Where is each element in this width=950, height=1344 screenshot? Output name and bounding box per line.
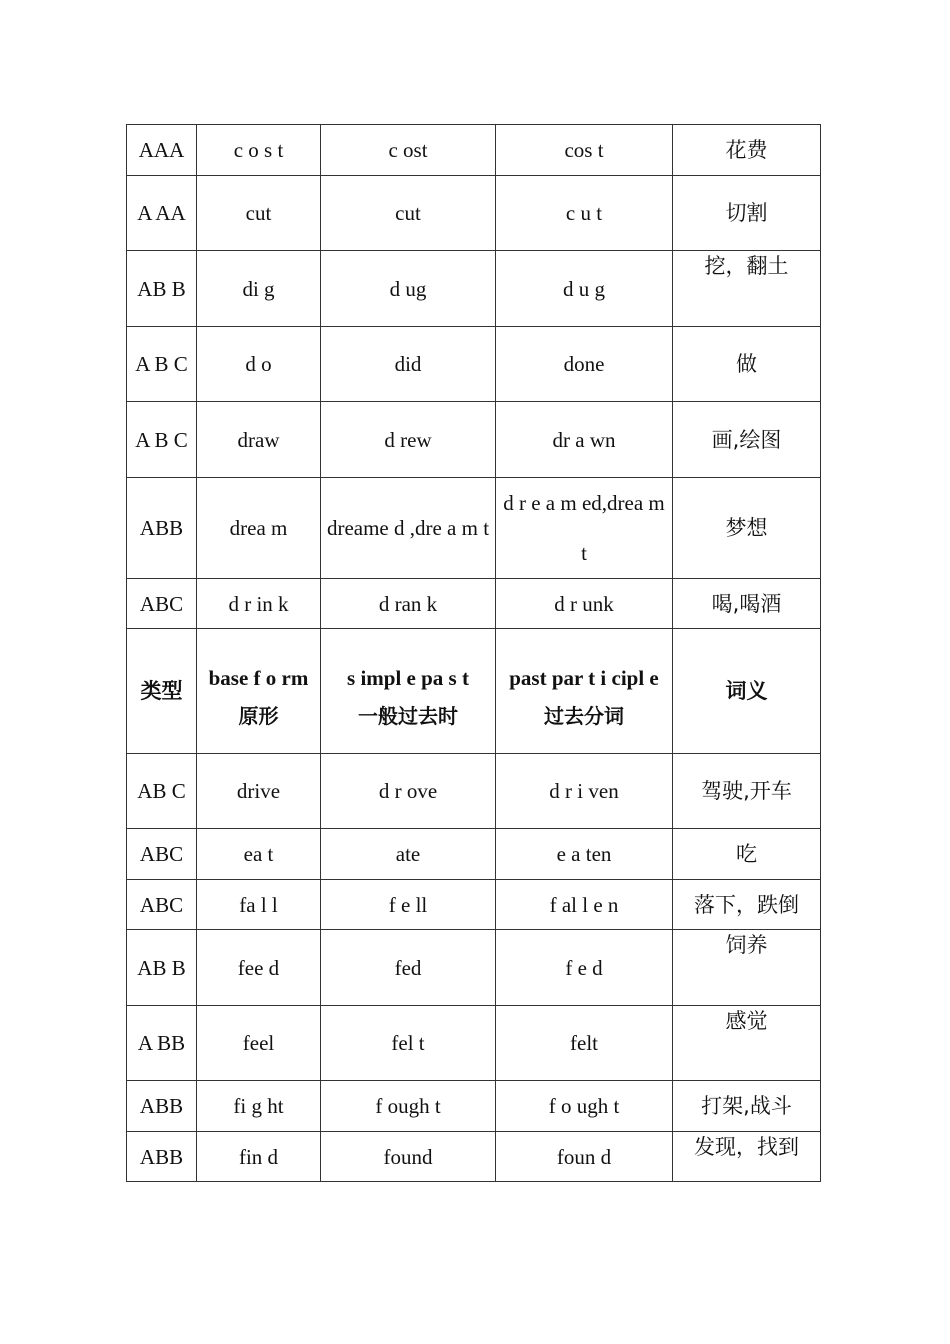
verb-type-cell: A B C [127,327,197,402]
simple-past-cell: found [321,1132,496,1182]
past-participle-cell: felt [496,1006,673,1081]
header-base-form-cn: 原形 [238,704,279,728]
table-row [127,930,821,1006]
meaning-cell: 做 [673,327,821,402]
past-participle-cell: cos t [496,125,673,176]
base-form-cell: fi g ht [197,1081,321,1132]
verb-type-cell: A BB [127,1006,197,1081]
table-row [127,125,821,176]
past-participle-cell: d r e a m ed,drea m t [496,478,673,579]
base-form-cell: d o [197,327,321,402]
header-type: 类型 [127,629,197,754]
table-row [127,754,821,829]
verb-type-cell: AB B [127,251,197,327]
base-form-cell: fin d [197,1132,321,1182]
header-simple-past [321,629,496,754]
header-base-form-en: base f o rm [208,666,309,690]
base-form-cell: ea t [197,829,321,880]
meaning-cell: 画,绘图 [673,402,821,478]
simple-past-cell: d ran k [321,579,496,629]
simple-past-cell: d rew [321,402,496,478]
simple-past-cell: d r ove [321,754,496,829]
meaning-cell: 吃 [673,829,821,880]
table-row [127,251,821,327]
verb-type-cell: ABB [127,478,197,579]
table-row [127,1006,821,1081]
past-participle-cell: c u t [496,176,673,251]
past-participle-cell: f e d [496,930,673,1006]
table-row [127,579,821,629]
past-participle-cell: e a ten [496,829,673,880]
base-form-cell: di g [197,251,321,327]
verb-type-cell: A AA [127,176,197,251]
past-participle-cell: f o ugh t [496,1081,673,1132]
base-form-cell: fa l l [197,880,321,930]
meaning-cell: 挖，翻土 [673,251,821,327]
verb-table [126,124,821,1182]
meaning-cell: 喝,喝酒 [673,579,821,629]
simple-past-cell: ate [321,829,496,880]
table-row [127,478,821,579]
verb-type-cell: ABC [127,880,197,930]
simple-past-cell: did [321,327,496,402]
meaning-cell: 切割 [673,176,821,251]
simple-past-cell: d ug [321,251,496,327]
header-past-participle [496,629,673,754]
base-form-cell: drea m [197,478,321,579]
simple-past-cell: fed [321,930,496,1006]
meaning-cell: 花费 [673,125,821,176]
past-participle-cell: dr a wn [496,402,673,478]
verb-type-cell: ABC [127,579,197,629]
table-row [127,1081,821,1132]
table-row [127,1132,821,1182]
past-participle-cell: f al l e n [496,880,673,930]
table-row [127,829,821,880]
verb-table-body [127,125,821,1182]
meaning-cell: 梦想 [673,478,821,579]
past-participle-cell: d u g [496,251,673,327]
verb-type-cell: ABB [127,1132,197,1182]
table-row [127,880,821,930]
base-form-cell: feel [197,1006,321,1081]
simple-past-cell: cut [321,176,496,251]
base-form-cell: c o s t [197,125,321,176]
meaning-cell: 饲养 [673,930,821,1006]
past-participle-cell: foun d [496,1132,673,1182]
table-row [127,176,821,251]
past-participle-cell: d r i ven [496,754,673,829]
meaning-cell: 发现，找到 [673,1132,821,1182]
meaning-cell: 感觉 [673,1006,821,1081]
base-form-cell: cut [197,176,321,251]
base-form-cell: drive [197,754,321,829]
simple-past-cell: f ough t [321,1081,496,1132]
header-base-form [197,629,321,754]
verb-type-cell: AB C [127,754,197,829]
verb-type-cell: ABC [127,829,197,880]
table-row [127,327,821,402]
verb-type-cell: ABB [127,1081,197,1132]
header-past-participle-en: past par t i cipl e [509,666,659,690]
base-form-cell: draw [197,402,321,478]
meaning-cell: 打架,战斗 [673,1081,821,1132]
past-participle-cell: done [496,327,673,402]
meaning-cell: 落下，跌倒 [673,880,821,930]
header-simple-past-en: s impl e pa s t [347,666,469,690]
base-form-cell: d r in k [197,579,321,629]
table-header-row [127,629,821,754]
simple-past-cell: dreame d ,dre a m t [321,478,496,579]
simple-past-cell: fel t [321,1006,496,1081]
header-past-participle-cn: 过去分词 [544,704,624,728]
simple-past-cell: c ost [321,125,496,176]
verb-type-cell: A B C [127,402,197,478]
meaning-cell: 驾驶,开车 [673,754,821,829]
header-meaning: 词义 [673,629,821,754]
simple-past-cell: f e ll [321,880,496,930]
table-row [127,402,821,478]
base-form-cell: fee d [197,930,321,1006]
verb-type-cell: AB B [127,930,197,1006]
past-participle-cell: d r unk [496,579,673,629]
verb-type-cell: AAA [127,125,197,176]
header-simple-past-cn: 一般过去时 [358,704,458,728]
